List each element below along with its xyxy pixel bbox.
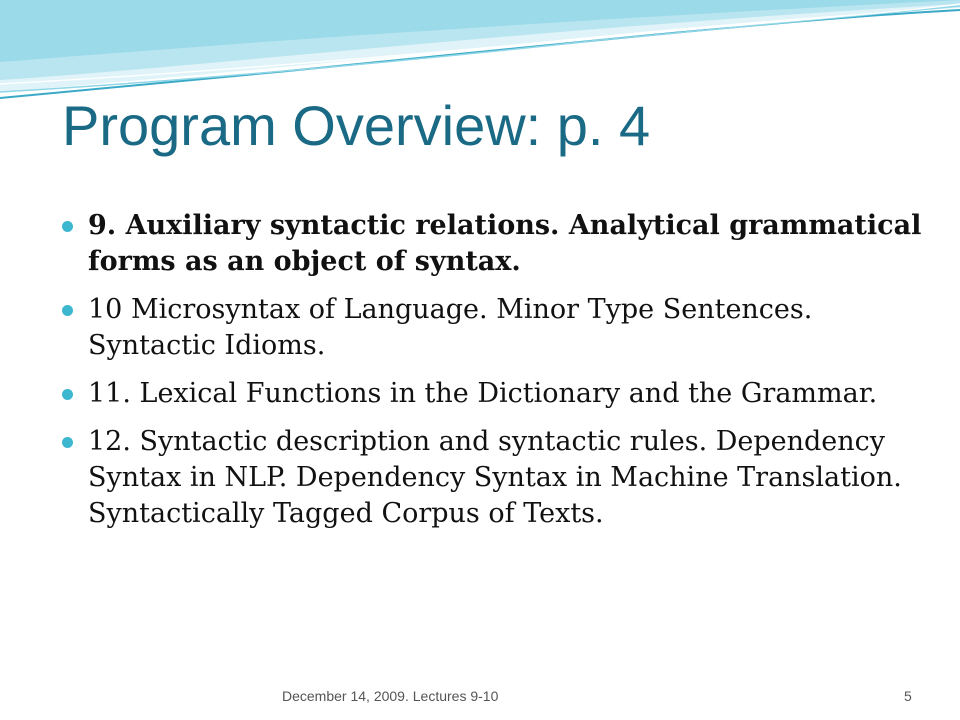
bullet-item — [62, 424, 922, 532]
bullet-text: 12. Syntactic description and syntactic rules. Dependency Syntax in NLP. Dependency Syntax in Machine Translation. Syntactically Tagged Corpus of Texts. — [88, 426, 902, 529]
bullet-list — [62, 208, 922, 544]
bullet-text: 9. Auxiliary syntactic relations. Analytical grammatical forms as an object of syntax. — [88, 210, 922, 277]
footer-date: December 14, 2009. Lectures 9-10 — [282, 688, 499, 704]
page-number: 5 — [904, 688, 912, 704]
bullet-item — [62, 208, 922, 280]
bullet-text: 11. Lexical Functions in the Dictionary and the Grammar. — [88, 378, 878, 409]
bullet-dot-icon — [62, 389, 73, 400]
slide-title: Program Overview: p. 4 — [62, 94, 651, 157]
bullet-text: 10 Microsyntax of Language. Minor Type Sentences. Syntactic Idioms. — [88, 294, 813, 361]
bullet-item — [62, 376, 922, 412]
bullet-dot-icon — [62, 221, 73, 232]
bullet-item — [62, 292, 922, 364]
bullet-dot-icon — [62, 305, 73, 316]
bullet-dot-icon — [62, 437, 73, 448]
